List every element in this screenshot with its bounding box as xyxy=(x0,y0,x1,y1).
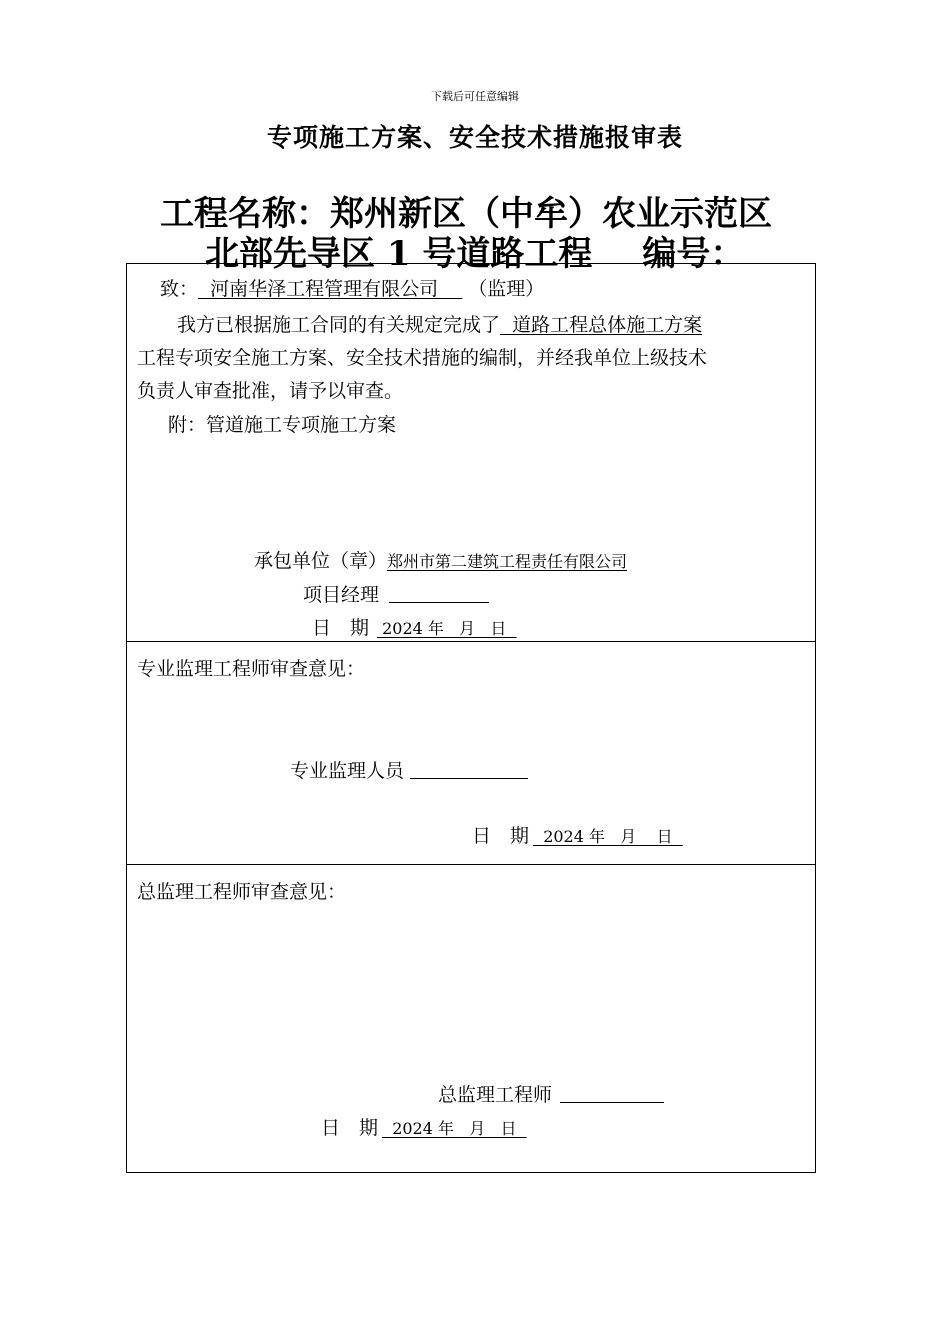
contractor-line xyxy=(254,546,627,573)
pm-label: 项目经理 xyxy=(303,584,380,606)
supervisor-company: 河南华泽工程管理有限公司 xyxy=(198,278,463,300)
plan-name: 道路工程总体施工方案 xyxy=(500,314,703,336)
recipient-line xyxy=(160,274,544,301)
chief-review-heading: 总监理工程师审查意见： xyxy=(137,881,347,903)
form-title: 专项施工方案、安全技术措施报审表 xyxy=(266,123,683,152)
specialist-signature-blank xyxy=(410,760,528,779)
date-label-2: 日 期 xyxy=(472,825,530,847)
pm-signature-blank xyxy=(389,584,489,603)
date-line-3 xyxy=(321,1113,527,1140)
body-start: 我方已根据施工合同的有关规定完成了 xyxy=(177,314,501,336)
chief-label: 总监理工程师 xyxy=(438,1084,553,1106)
contractor-value: 郑州市第二建筑工程责任有限公司 xyxy=(387,552,628,571)
contractor-label: 承包单位（章） xyxy=(254,550,388,572)
specialist-line xyxy=(290,756,528,783)
specialist-review-heading: 专业监理工程师审查意见： xyxy=(137,658,366,680)
body-line3: 负责人审查批准，请予以审查。 xyxy=(137,380,404,402)
chief-signature-blank xyxy=(560,1084,664,1103)
supervisor-role: （监理） xyxy=(468,278,545,300)
body-line2: 工程专项安全施工方案、安全技术措施的编制，并经我单位上级技术 xyxy=(137,347,708,369)
attachment-line: 附：管道施工专项施工方案 xyxy=(168,414,397,436)
chief-line xyxy=(438,1080,664,1107)
body-line1 xyxy=(177,310,702,337)
date-label-3: 日 期 xyxy=(321,1117,379,1139)
code-label: 编号： xyxy=(642,234,745,274)
pm-line xyxy=(303,580,489,607)
header-note: 下载后可任意编辑 xyxy=(431,90,519,103)
date-value-3: 2024 年 月 日 xyxy=(382,1119,527,1138)
date-line-1 xyxy=(312,613,517,640)
section-divider-1 xyxy=(126,641,816,642)
date-line-2 xyxy=(472,821,683,848)
specialist-label: 专业监理人员 xyxy=(290,760,405,782)
to-label: 致： xyxy=(160,278,199,300)
section-divider-2 xyxy=(126,864,816,865)
date-label-1: 日 期 xyxy=(312,617,370,639)
date-value-1: 2024 年 月 日 xyxy=(377,619,517,638)
date-value-2: 2024 年 月 日 xyxy=(533,827,683,846)
project-name-line2-text: 北部先导区 1 号道路工程 xyxy=(205,234,593,274)
project-name-line1: 工程名称：郑州新区（中牟）农业示范区 xyxy=(160,194,772,234)
